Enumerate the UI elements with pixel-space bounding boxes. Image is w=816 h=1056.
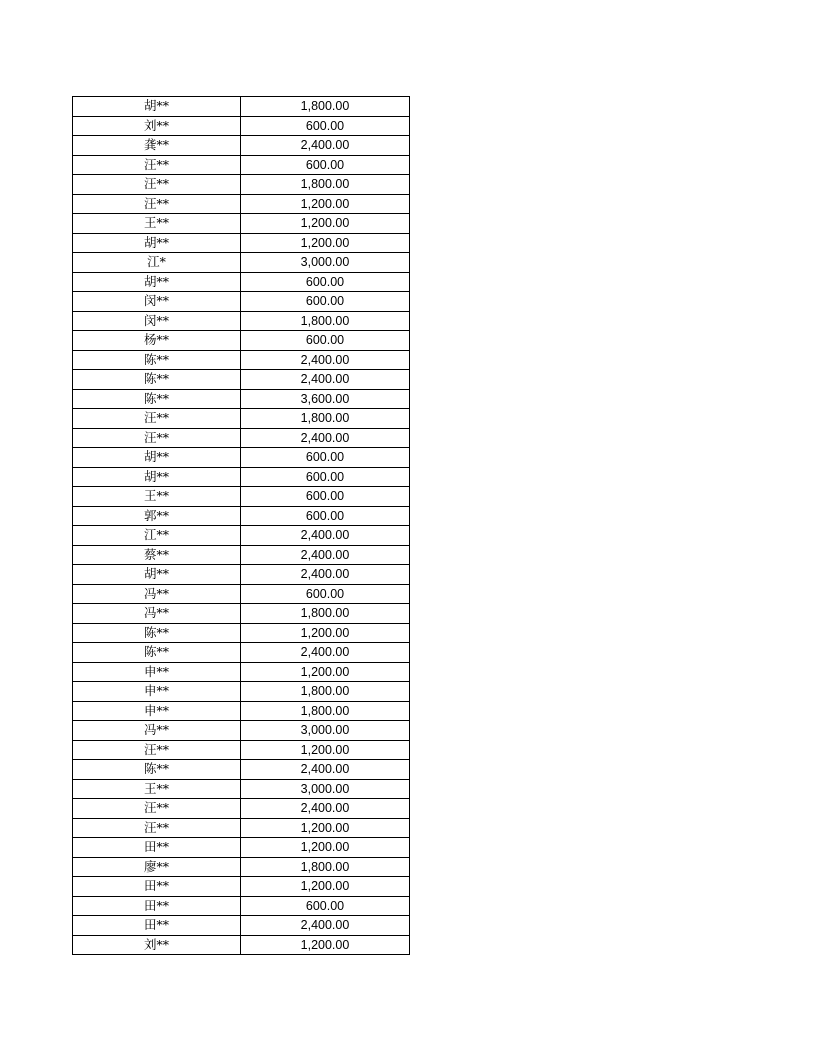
- name-cell: 江*: [73, 253, 241, 273]
- amount-cell: 1,200.00: [241, 935, 410, 955]
- amount-cell: 1,800.00: [241, 97, 410, 117]
- amount-cell: 1,800.00: [241, 857, 410, 877]
- name-cell: 龚**: [73, 136, 241, 156]
- amount-cell: 2,400.00: [241, 136, 410, 156]
- name-cell: 胡**: [73, 467, 241, 487]
- table-row: [73, 760, 410, 780]
- name-cell: 田**: [73, 877, 241, 897]
- amount-cell: 2,400.00: [241, 799, 410, 819]
- amount-cell: 600.00: [241, 896, 410, 916]
- table-row: [73, 682, 410, 702]
- table-row: [73, 428, 410, 448]
- amount-cell: 600.00: [241, 487, 410, 507]
- name-cell: 蔡**: [73, 545, 241, 565]
- table-row: [73, 155, 410, 175]
- amount-cell: 600.00: [241, 272, 410, 292]
- name-cell: 刘**: [73, 935, 241, 955]
- amount-cell: 2,400.00: [241, 545, 410, 565]
- name-cell: 闵**: [73, 311, 241, 331]
- name-cell: 闵**: [73, 292, 241, 312]
- name-cell: 胡**: [73, 448, 241, 468]
- table-row: [73, 350, 410, 370]
- table-row: [73, 448, 410, 468]
- amount-cell: 1,800.00: [241, 604, 410, 624]
- table-row: [73, 662, 410, 682]
- amount-cell: 1,800.00: [241, 409, 410, 429]
- table-row: [73, 97, 410, 117]
- amount-cell: 600.00: [241, 448, 410, 468]
- name-cell: 刘**: [73, 116, 241, 136]
- name-cell: 胡**: [73, 233, 241, 253]
- name-cell: 陈**: [73, 643, 241, 663]
- amount-cell: 3,600.00: [241, 389, 410, 409]
- amount-cell: 2,400.00: [241, 370, 410, 390]
- table-row: [73, 311, 410, 331]
- amount-cell: 1,200.00: [241, 214, 410, 234]
- table-row: [73, 643, 410, 663]
- name-cell: 汪**: [73, 409, 241, 429]
- table-row: [73, 623, 410, 643]
- payment-table: [72, 96, 410, 955]
- table-row: [73, 467, 410, 487]
- name-cell: 申**: [73, 662, 241, 682]
- amount-cell: 600.00: [241, 116, 410, 136]
- name-cell: 陈**: [73, 760, 241, 780]
- name-cell: 陈**: [73, 350, 241, 370]
- name-cell: 陈**: [73, 623, 241, 643]
- table-row: [73, 818, 410, 838]
- amount-cell: 1,800.00: [241, 682, 410, 702]
- amount-cell: 2,400.00: [241, 643, 410, 663]
- table-row: [73, 565, 410, 585]
- amount-cell: 1,200.00: [241, 623, 410, 643]
- table-row: [73, 838, 410, 858]
- amount-cell: 1,800.00: [241, 701, 410, 721]
- table-row: [73, 721, 410, 741]
- amount-cell: 600.00: [241, 155, 410, 175]
- table-row: [73, 253, 410, 273]
- amount-cell: 1,200.00: [241, 233, 410, 253]
- table-row: [73, 292, 410, 312]
- name-cell: 田**: [73, 896, 241, 916]
- table-row: [73, 740, 410, 760]
- table-row: [73, 604, 410, 624]
- amount-cell: 1,200.00: [241, 877, 410, 897]
- table-row: [73, 506, 410, 526]
- table-row: [73, 701, 410, 721]
- table-row: [73, 175, 410, 195]
- amount-cell: 1,800.00: [241, 175, 410, 195]
- table-row: [73, 526, 410, 546]
- name-cell: 汪**: [73, 740, 241, 760]
- amount-cell: 2,400.00: [241, 428, 410, 448]
- table-row: [73, 799, 410, 819]
- table-row: [73, 584, 410, 604]
- table-row: [73, 857, 410, 877]
- name-cell: 陈**: [73, 389, 241, 409]
- name-cell: 王**: [73, 779, 241, 799]
- amount-cell: 3,000.00: [241, 779, 410, 799]
- table-row: [73, 545, 410, 565]
- amount-cell: 1,800.00: [241, 311, 410, 331]
- name-cell: 田**: [73, 838, 241, 858]
- name-cell: 郭**: [73, 506, 241, 526]
- amount-cell: 600.00: [241, 331, 410, 351]
- name-cell: 冯**: [73, 721, 241, 741]
- amount-cell: 3,000.00: [241, 253, 410, 273]
- table-row: [73, 896, 410, 916]
- amount-cell: 2,400.00: [241, 526, 410, 546]
- name-cell: 申**: [73, 701, 241, 721]
- name-cell: 汪**: [73, 818, 241, 838]
- table-row: [73, 116, 410, 136]
- amount-cell: 2,400.00: [241, 565, 410, 585]
- name-cell: 冯**: [73, 604, 241, 624]
- amount-cell: 600.00: [241, 584, 410, 604]
- name-cell: 胡**: [73, 565, 241, 585]
- name-cell: 胡**: [73, 272, 241, 292]
- name-cell: 申**: [73, 682, 241, 702]
- table-row: [73, 877, 410, 897]
- amount-cell: 1,200.00: [241, 818, 410, 838]
- name-cell: 王**: [73, 214, 241, 234]
- table-row: [73, 194, 410, 214]
- table-row: [73, 331, 410, 351]
- name-cell: 汪**: [73, 175, 241, 195]
- name-cell: 廖**: [73, 857, 241, 877]
- name-cell: 汪**: [73, 194, 241, 214]
- amount-cell: 600.00: [241, 506, 410, 526]
- amount-cell: 2,400.00: [241, 760, 410, 780]
- payment-table-body: [73, 97, 410, 955]
- table-row: [73, 779, 410, 799]
- name-cell: 陈**: [73, 370, 241, 390]
- amount-cell: 600.00: [241, 292, 410, 312]
- name-cell: 汪**: [73, 799, 241, 819]
- name-cell: 胡**: [73, 97, 241, 117]
- amount-cell: 1,200.00: [241, 194, 410, 214]
- table-row: [73, 487, 410, 507]
- name-cell: 杨**: [73, 331, 241, 351]
- amount-cell: 1,200.00: [241, 662, 410, 682]
- amount-cell: 3,000.00: [241, 721, 410, 741]
- table-row: [73, 136, 410, 156]
- amount-cell: 1,200.00: [241, 740, 410, 760]
- name-cell: 江**: [73, 526, 241, 546]
- table-row: [73, 409, 410, 429]
- name-cell: 田**: [73, 916, 241, 936]
- table-row: [73, 214, 410, 234]
- table-row: [73, 916, 410, 936]
- table-row: [73, 935, 410, 955]
- name-cell: 汪**: [73, 155, 241, 175]
- name-cell: 汪**: [73, 428, 241, 448]
- table-row: [73, 233, 410, 253]
- table-row: [73, 272, 410, 292]
- name-cell: 王**: [73, 487, 241, 507]
- table-row: [73, 389, 410, 409]
- amount-cell: 2,400.00: [241, 350, 410, 370]
- amount-cell: 1,200.00: [241, 838, 410, 858]
- table-row: [73, 370, 410, 390]
- amount-cell: 2,400.00: [241, 916, 410, 936]
- name-cell: 冯**: [73, 584, 241, 604]
- amount-cell: 600.00: [241, 467, 410, 487]
